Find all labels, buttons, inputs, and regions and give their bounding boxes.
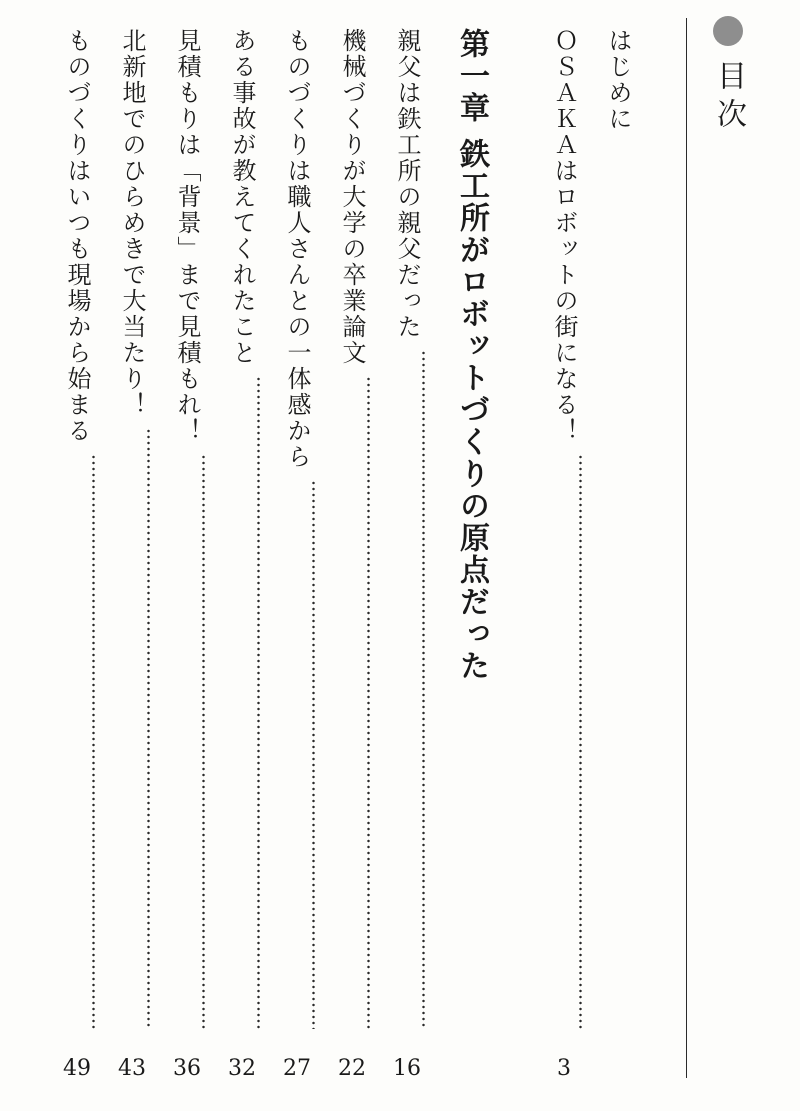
entry-title: ものづくりはいつも現場から始まる [63,28,91,444]
dot-leader [334,376,370,1029]
chapter-title: 鉄工所がロボットづくりの原点だった [454,138,489,682]
page-number: 22 [338,1056,366,1081]
dot-leader [114,428,150,1029]
toc-entry-osaka[interactable] [546,28,582,1033]
toc-entry[interactable] [224,28,260,1033]
toc-entry[interactable] [59,28,95,1033]
entry-title: ものづくりは職人さんとの一体感から [283,28,311,470]
dot-leader [279,480,315,1029]
dot-leader [169,454,205,1029]
toc-entry[interactable] [169,28,205,1033]
page-title: 目次 [711,60,746,136]
entry-title: 機械づくりが大学の卒業論文 [338,28,366,366]
toc-entry[interactable] [279,28,315,1033]
dot-leader [389,350,425,1029]
toc-entry[interactable] [334,28,370,1033]
toc-entry[interactable] [114,28,150,1033]
page-number: 16 [393,1056,421,1081]
dot-leader [224,376,260,1029]
page-number: 3 [557,1056,571,1081]
page-number: 32 [228,1056,256,1081]
page-number: 36 [173,1056,201,1081]
chapter-heading[interactable] [440,28,489,1033]
bullet-dot-icon [713,16,743,46]
entry-title: 見積もりは「背景」まで見積もれ！ [173,28,201,444]
chapter-number: 第一章 [454,28,489,124]
entry-title: はじめに [604,28,632,132]
page-number: 43 [118,1056,146,1081]
page-number: 49 [63,1056,91,1081]
toc-heading [704,16,752,136]
entry-title: 北新地でのひらめきで大当たり！ [118,28,146,418]
dot-leader [59,454,95,1029]
page-number: 27 [283,1056,311,1081]
entry-title: ある事故が教えてくれたこと [228,28,256,366]
toc-entry[interactable] [389,28,425,1033]
divider-line [686,18,687,1078]
dot-leader [546,454,582,1029]
toc-entry-intro[interactable] [594,28,630,1033]
entry-title: 親父は鉄工所の親父だった [393,28,421,340]
entry-title: ＯＳＡＫＡはロボットの街になる！ [550,28,578,444]
